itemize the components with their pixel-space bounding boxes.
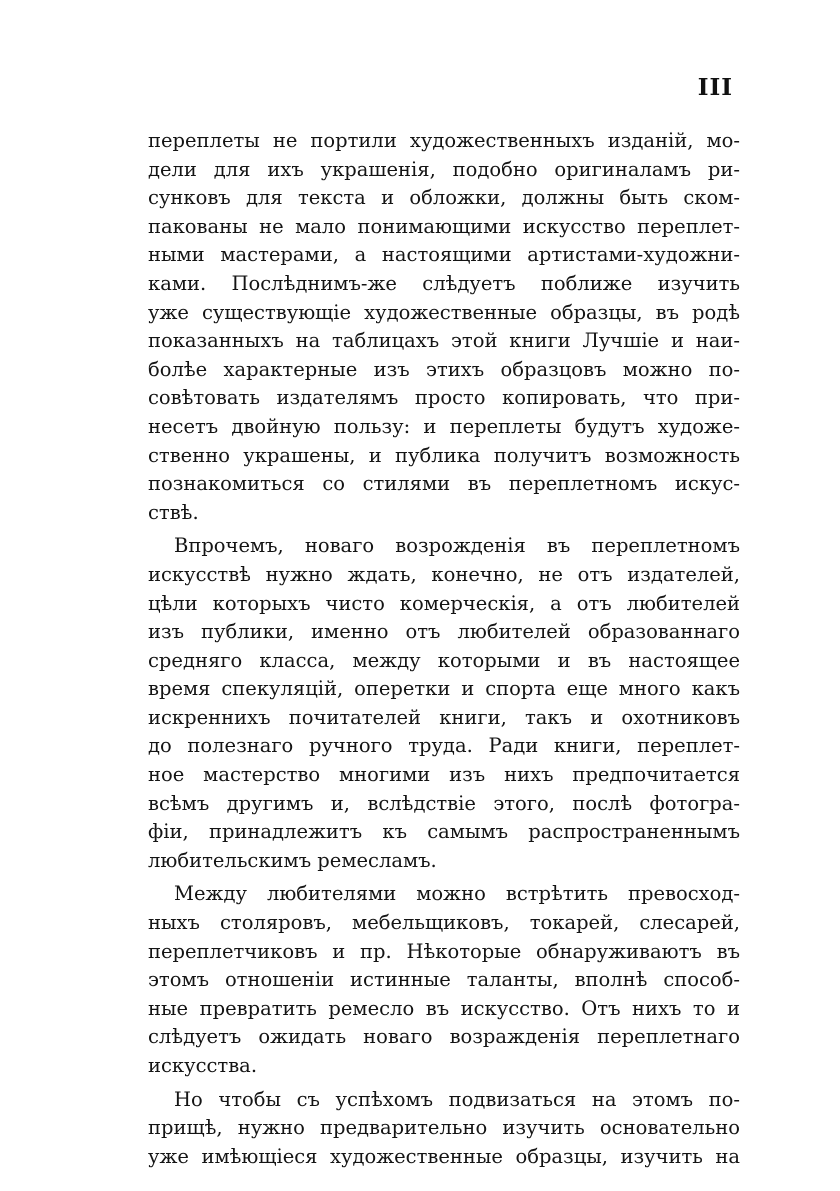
text-line: время спекуляцій, оперетки и спорта еще много какъ: [148, 677, 740, 701]
text-line: Между любителями можно встрѣтить превосход-: [174, 882, 740, 906]
text-line: до полезнаго ручного труда. Ради книги, переплет-: [148, 734, 740, 758]
paragraph-4: [148, 1086, 740, 1172]
text-line: Но чтобы съ успѣхомъ подвизаться на этомъ по-: [174, 1087, 740, 1111]
text-line: ныхъ столяровъ, мебельщиковъ, токарей, слесарей,: [148, 911, 740, 935]
paragraph-1: [148, 127, 740, 527]
text-line: переплеты не портили художественныхъ изданій, мо-: [148, 129, 740, 152]
text-line: дели для ихъ украшенія, подобно оригиналамъ ри-: [148, 157, 740, 181]
text-line: переплетчиковъ и пр. Нѣкоторые обнаруживаютъ въ: [148, 939, 740, 963]
text-line: ными мастерами, а настоящими артистами-художни-: [148, 243, 740, 267]
text-line: искреннихъ почитателей книги, такъ и охотниковъ: [148, 705, 740, 729]
text-line: всѣмъ другимъ и, вслѣдствіе этого, послѣ фотогра-: [148, 791, 740, 815]
text-line: показанныхъ на таблицахъ этой книги Лучшіе и наи-: [148, 329, 740, 353]
text-line: несетъ двойную пользу: и переплеты будутъ художе-: [148, 414, 740, 438]
paragraph-2: [148, 532, 740, 875]
text-line: средняго класса, между которыми и въ настоящее: [148, 648, 740, 672]
text-line: этомъ отношеніи истинные таланты, вполнѣ способ-: [148, 968, 740, 992]
text-line: прищѣ, нужно предварительно изучить основательно: [148, 1116, 740, 1140]
text-line: ные превратить ремесло въ искусство. Отъ нихъ то и: [148, 996, 740, 1020]
text-line: искусства.: [148, 1054, 258, 1077]
text-line: сунковъ для текста и обложки, должны быть ском-: [148, 186, 740, 210]
page-number: III: [697, 74, 733, 101]
text-line: пакованы не мало понимающими искусство переплет-: [148, 214, 740, 238]
text-line: любительскимъ ремесламъ.: [148, 848, 437, 872]
text-line: уже имѣющіеся художественные образцы, изучить на: [148, 1144, 740, 1168]
text-line: Впрочемъ, новаго возрожденія въ переплетномъ: [174, 534, 740, 558]
text-line: познакомиться со стилями въ переплетномъ искус-: [148, 472, 740, 496]
text-line: ственно украшены, и публика получитъ возможность: [148, 443, 740, 467]
text-line: болѣе характерные изъ этихъ образцовъ можно по-: [148, 357, 740, 381]
text-line: искусствѣ нужно ждать, конечно, не отъ издателей,: [148, 562, 740, 586]
text-line: изъ публики, именно отъ любителей образованнаго: [148, 620, 740, 644]
body-text: [148, 127, 740, 1176]
text-line: цѣли которыхъ чисто комерческія, а отъ любителей: [148, 591, 740, 615]
paragraph-3: [148, 880, 740, 1080]
text-line: уже существующіе художественные образцы, въ родѣ: [148, 300, 740, 324]
text-line: фіи, принадлежитъ къ самымъ распространеннымъ: [148, 820, 740, 844]
text-line: слѣдуетъ ожидать новаго возражденія переплетнаго: [148, 1025, 740, 1049]
text-line: ное мастерство многими изъ нихъ предпочитается: [148, 763, 740, 787]
text-line: ками. Послѣднимъ-же слѣдуетъ поближе изучить: [148, 271, 740, 295]
text-line: совѣтовать издателямъ просто копировать, что при-: [148, 386, 740, 410]
text-line: ствѣ.: [148, 500, 199, 524]
